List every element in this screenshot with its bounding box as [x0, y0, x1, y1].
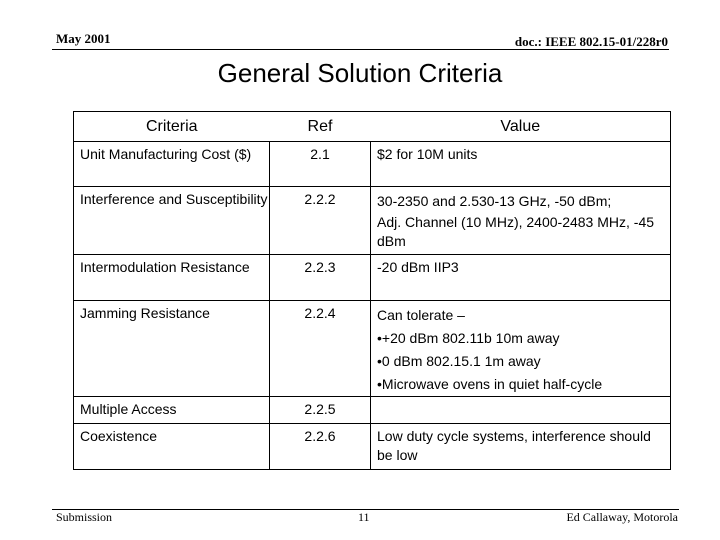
- value-cell: [371, 187, 671, 255]
- value-line: -20 dBm IIP3: [377, 259, 459, 275]
- page-title: General Solution Criteria: [217, 58, 503, 88]
- value-bullet: •Microwave ovens in quiet half-cycle: [377, 376, 603, 392]
- value-bullet: •+20 dBm 802.11b 10m away: [377, 330, 560, 346]
- ref-cell: 2.2.5: [270, 397, 371, 424]
- table-row: [74, 187, 671, 255]
- table-row: [74, 424, 671, 470]
- table-row: [74, 301, 671, 397]
- value-cell: [371, 142, 671, 187]
- ref-cell: 2.2.2: [270, 187, 371, 255]
- table-header-row: [74, 112, 671, 142]
- value-line: Adj. Channel (10 MHz), 2400-2483 MHz, -45 dBm: [377, 214, 655, 249]
- ref-cell: 2.2.4: [270, 301, 371, 397]
- criteria-cell: Jamming Resistance: [80, 305, 210, 321]
- footer-submission: Submission: [56, 510, 113, 524]
- value-line: 30-2350 and 2.530-13 GHz, -50 dBm;: [377, 193, 612, 209]
- value-cell: [371, 255, 671, 301]
- table-row: [74, 255, 671, 301]
- page-number: 11: [358, 510, 370, 524]
- value-line: Low duty cycle systems, interference should be low: [377, 428, 651, 463]
- header-ref: Ref: [270, 112, 371, 142]
- header-value: Value: [371, 112, 671, 142]
- table-row: [74, 142, 671, 187]
- value-cell: [371, 301, 671, 397]
- ref-cell: 2.2.3: [270, 255, 371, 301]
- header-rule: [52, 49, 669, 50]
- criteria-cell: Intermodulation Resistance: [80, 259, 250, 275]
- header-doc-id: doc.: IEEE 802.15-01/228r0: [514, 34, 668, 49]
- criteria-cell: Interference and Susceptibility: [80, 191, 268, 207]
- table-row: [74, 397, 671, 424]
- value-line: $2 for 10M units: [377, 146, 478, 162]
- ref-cell: 2.2.6: [270, 424, 371, 470]
- value-bullet: •0 dBm 802.15.1 1m away: [377, 353, 541, 369]
- value-line: Can tolerate –: [377, 307, 465, 323]
- ref-cell: 2.1: [270, 142, 371, 187]
- criteria-cell: Coexistence: [80, 428, 158, 444]
- header-date: May 2001: [56, 31, 111, 46]
- criteria-cell: Multiple Access: [80, 401, 177, 417]
- value-cell: [371, 397, 671, 424]
- criteria-cell: Unit Manufacturing Cost ($): [80, 146, 252, 162]
- value-cell: [371, 424, 671, 470]
- criteria-table: [73, 111, 671, 470]
- footer-author: Ed Callaway, Motorola: [566, 510, 678, 524]
- header-criteria: Criteria: [74, 112, 270, 142]
